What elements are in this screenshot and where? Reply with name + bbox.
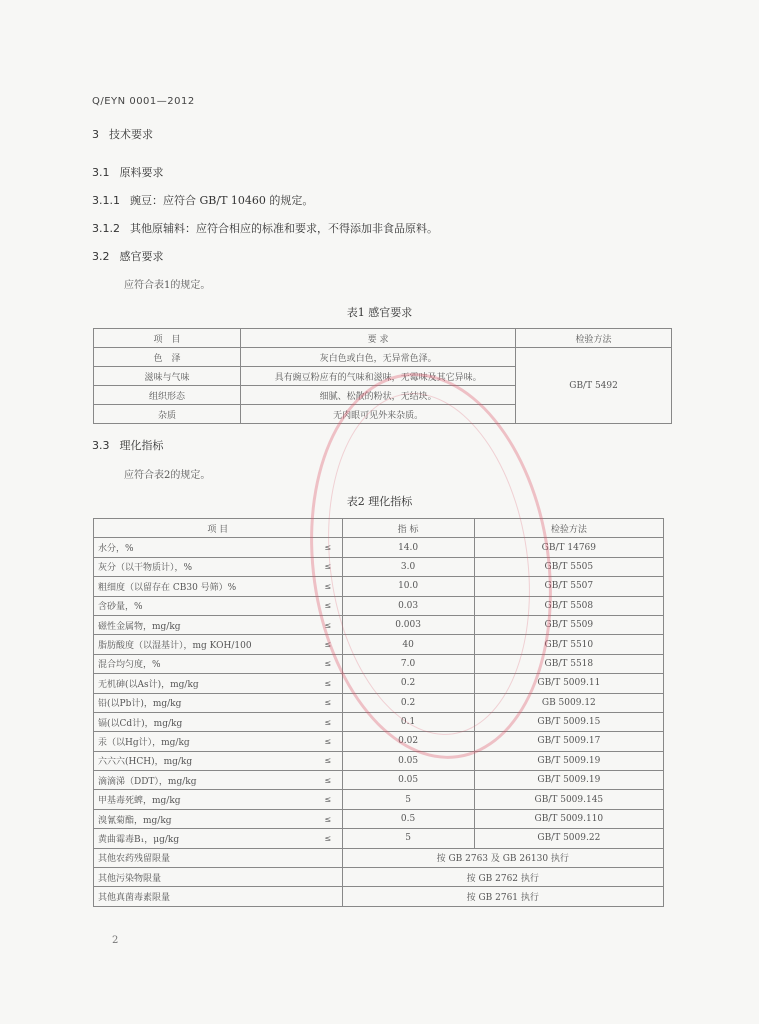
item-cell: 混合均匀度，%	[94, 654, 314, 673]
item-cell: 杂质	[94, 405, 241, 424]
method-cell: GB/T 5009.15	[474, 712, 663, 731]
section-3-3-body: 应符合表2的规定。	[124, 470, 211, 481]
comparator-cell: ≤	[314, 732, 342, 751]
merged-cell: 按 GB 2762 执行	[342, 868, 664, 887]
section-title: 理化指标	[119, 439, 164, 452]
clause-number: 3.1.2	[92, 222, 120, 235]
section-number: 3.1	[92, 166, 110, 179]
table-row	[94, 577, 664, 596]
item-cell: 其他农药残留限量	[94, 848, 343, 867]
value-cell: 5	[342, 790, 474, 809]
method-cell: GB/T 5009.19	[474, 751, 663, 770]
section-number: 3	[92, 128, 99, 141]
method-cell: GB/T 5009.22	[474, 829, 663, 848]
comparator-cell: ≤	[314, 674, 342, 693]
item-cell: 黄曲霉毒B₁，μg/kg	[94, 829, 314, 848]
requirement-cell: 灰白色或白色，无异常色泽。	[241, 348, 516, 367]
method-cell: GB/T 5509	[474, 615, 663, 634]
requirement-cell: 无肉眼可见外来杂质。	[241, 405, 516, 424]
table-row	[94, 596, 664, 615]
method-cell: GB/T 5009.11	[474, 674, 663, 693]
value-cell: 0.03	[342, 596, 474, 615]
method-cell: GB/T 14769	[474, 538, 663, 557]
value-cell: 0.5	[342, 809, 474, 828]
comparator-cell: ≤	[314, 790, 342, 809]
comparator-cell: ≤	[314, 693, 342, 712]
method-cell: GB/T 5507	[474, 577, 663, 596]
comparator-cell: ≤	[314, 538, 342, 557]
value-cell: 0.05	[342, 751, 474, 770]
page-number: 2	[112, 935, 119, 946]
table-row	[94, 790, 664, 809]
comparator-cell: ≤	[314, 635, 342, 654]
comparator-cell: ≤	[314, 596, 342, 615]
section-3-heading	[92, 126, 153, 142]
item-cell: 其他污染物限量	[94, 868, 343, 887]
column-header: 要 求	[241, 329, 516, 348]
clause-3-1-1	[92, 192, 313, 208]
document-code: Q/EYN 0001—2012	[92, 96, 195, 107]
item-cell: 滴滴涕（DDT），mg/kg	[94, 771, 314, 790]
clause-text: 其他原辅料：应符合相应的标准和要求，不得添加非食品原料。	[130, 222, 438, 235]
section-title: 技术要求	[109, 128, 153, 141]
item-cell: 汞（以Hg计），mg/kg	[94, 732, 314, 751]
table-row	[94, 654, 664, 673]
merged-cell: 按 GB 2761 执行	[342, 887, 664, 906]
method-cell: GB/T 5505	[474, 557, 663, 576]
item-cell: 溴氰菊酯，mg/kg	[94, 809, 314, 828]
value-cell: 0.02	[342, 732, 474, 751]
comparator-cell: ≤	[314, 771, 342, 790]
comparator-cell: ≤	[314, 751, 342, 770]
table1-caption: 表1 感官要求	[346, 306, 413, 319]
table-row	[94, 868, 664, 887]
table-row	[94, 635, 664, 654]
table-row	[94, 809, 664, 828]
table-row	[94, 712, 664, 731]
table-row	[94, 732, 664, 751]
item-cell: 粗细度（以留存在 CB30 号筛）%	[94, 577, 314, 596]
section-3-2-heading	[92, 248, 164, 264]
item-cell: 磁性金属物，mg/kg	[94, 615, 314, 634]
section-3-1-heading	[92, 164, 164, 180]
method-cell: GB/T 5009.110	[474, 809, 663, 828]
table-row	[94, 348, 672, 367]
method-cell: GB 5009.12	[474, 693, 663, 712]
section-number: 3.2	[92, 250, 110, 263]
section-3-2-body: 应符合表1的规定。	[124, 280, 211, 291]
method-cell: GB/T 5518	[474, 654, 663, 673]
value-cell: 0.003	[342, 615, 474, 634]
value-cell: 7.0	[342, 654, 474, 673]
table-row	[94, 887, 664, 906]
value-cell: 0.1	[342, 712, 474, 731]
value-cell: 5	[342, 829, 474, 848]
comparator-cell: ≤	[314, 615, 342, 634]
comparator-cell: ≤	[314, 809, 342, 828]
value-cell: 0.2	[342, 674, 474, 693]
column-header: 检验方法	[516, 329, 672, 348]
item-cell: 甲基毒死蜱，mg/kg	[94, 790, 314, 809]
table-header-row	[94, 329, 672, 348]
item-cell: 六六六(HCH)，mg/kg	[94, 751, 314, 770]
item-cell: 含砂量，%	[94, 596, 314, 615]
value-cell: 3.0	[342, 557, 474, 576]
item-cell: 滋味与气味	[94, 367, 241, 386]
item-cell: 水分，%	[94, 538, 314, 557]
value-cell: 0.2	[342, 693, 474, 712]
table-row	[94, 538, 664, 557]
comparator-cell: ≤	[314, 577, 342, 596]
value-cell: 0.05	[342, 771, 474, 790]
item-cell: 其他真菌毒素限量	[94, 887, 343, 906]
table-row	[94, 771, 664, 790]
table2-caption: 表2 理化指标	[346, 495, 413, 508]
section-title: 感官要求	[119, 250, 164, 263]
table-row	[94, 693, 664, 712]
method-cell: GB/T 5009.17	[474, 732, 663, 751]
table-row	[94, 557, 664, 576]
requirement-cell: 细腻、松散的粉状，无结块。	[241, 386, 516, 405]
value-cell: 14.0	[342, 538, 474, 557]
column-header: 检验方法	[474, 519, 663, 538]
column-header: 指 标	[342, 519, 474, 538]
table-row	[94, 829, 664, 848]
merged-cell: 按 GB 2763 及 GB 26130 执行	[342, 848, 664, 867]
section-3-3-heading	[92, 437, 164, 453]
method-cell: GB/T 5508	[474, 596, 663, 615]
item-cell: 铅(以Pb计)，mg/kg	[94, 693, 314, 712]
method-cell: GB/T 5009.145	[474, 790, 663, 809]
table-header-row	[94, 519, 664, 538]
clause-3-1-2	[92, 220, 438, 236]
section-number: 3.3	[92, 439, 110, 452]
column-header: 项 目	[94, 519, 343, 538]
clause-number: 3.1.1	[92, 194, 120, 207]
sensory-requirements-table	[93, 328, 672, 424]
item-cell: 组织形态	[94, 386, 241, 405]
value-cell: 40	[342, 635, 474, 654]
requirement-cell: 具有豌豆粉应有的气味和滋味，无霉味及其它异味。	[241, 367, 516, 386]
section-title: 原料要求	[119, 166, 164, 179]
method-cell: GB/T 5492	[516, 348, 672, 424]
item-cell: 镉(以Cd计)，mg/kg	[94, 712, 314, 731]
clause-text: 豌豆：应符合 GB/T 10460 的规定。	[130, 194, 314, 207]
physicochemical-indicators-table	[93, 518, 664, 907]
column-header: 项 目	[94, 329, 241, 348]
item-cell: 色 泽	[94, 348, 241, 367]
method-cell: GB/T 5510	[474, 635, 663, 654]
comparator-cell: ≤	[314, 654, 342, 673]
comparator-cell: ≤	[314, 712, 342, 731]
item-cell: 脂肪酸度（以湿基计），mg KOH/100	[94, 635, 314, 654]
table-row	[94, 674, 664, 693]
item-cell: 灰分（以干物质计），%	[94, 557, 314, 576]
table-row	[94, 751, 664, 770]
method-cell: GB/T 5009.19	[474, 771, 663, 790]
comparator-cell: ≤	[314, 829, 342, 848]
value-cell: 10.0	[342, 577, 474, 596]
comparator-cell: ≤	[314, 557, 342, 576]
table-row	[94, 615, 664, 634]
item-cell: 无机砷(以As计)，mg/kg	[94, 674, 314, 693]
table-row	[94, 848, 664, 867]
